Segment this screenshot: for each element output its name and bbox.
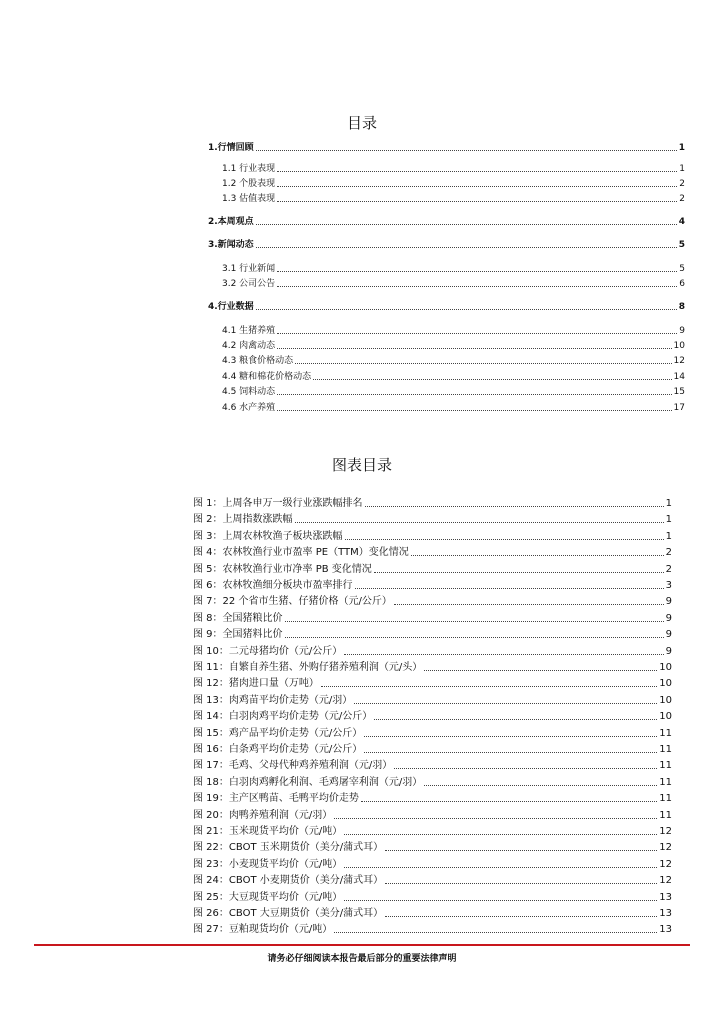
toc-entry-label: 4.5 饲料动态 <box>222 387 276 397</box>
toc-entry-page: 10 <box>673 341 685 351</box>
toc-entry[interactable] <box>208 214 685 228</box>
figure-entry-label: 图 5：农林牧渔行业市净率 PB 变化情况 <box>193 564 372 575</box>
toc-entry-page: 1 <box>678 143 685 153</box>
toc-entry[interactable] <box>208 400 685 414</box>
toc-entry-label: 3.新闻动态 <box>208 240 254 250</box>
figure-entry-page: 9 <box>665 629 672 640</box>
toc-entry[interactable] <box>208 191 685 205</box>
figure-entry-page: 9 <box>665 613 672 624</box>
leader-dots <box>344 867 657 868</box>
toc-entry-label: 4.1 生猪养殖 <box>222 326 276 336</box>
figure-entry[interactable] <box>193 791 672 805</box>
leader-dots <box>424 670 657 671</box>
leader-dots <box>345 539 664 540</box>
figure-entry-label: 图 22：CBOT 玉米期货价（美分/蒲式耳） <box>193 842 384 853</box>
figure-entry[interactable] <box>193 873 672 887</box>
toc-entry-page: 2 <box>679 194 685 204</box>
leader-dots <box>424 785 657 786</box>
toc-entry-label: 4.6 水产养殖 <box>222 403 276 413</box>
figure-entry[interactable] <box>193 840 672 854</box>
figure-entry-label: 图 23：小麦现货平均价（元/吨） <box>193 859 343 870</box>
toc-entry-label: 4.2 肉禽动态 <box>222 341 276 351</box>
figure-entry-page: 2 <box>665 547 672 558</box>
leader-dots <box>277 333 677 334</box>
toc-entry-label: 3.1 行业新闻 <box>222 264 276 274</box>
leader-dots <box>361 801 657 802</box>
figure-entry-label: 图 6：农林牧渔细分板块市盈率排行 <box>193 580 353 591</box>
figure-entry-label: 图 13：肉鸡苗平均价走势（元/羽） <box>193 695 353 706</box>
toc-entry-label: 2.本周观点 <box>208 217 254 227</box>
figure-entry-page: 13 <box>659 924 672 935</box>
leader-dots <box>385 850 657 851</box>
figure-entry-page: 11 <box>659 728 672 739</box>
figure-entry[interactable] <box>193 758 672 772</box>
figure-entry-label: 图 27：豆粕现货均价（元/吨） <box>193 924 333 935</box>
figure-entry-label: 图 17：毛鸡、父母代种鸡养殖利润（元/羽） <box>193 760 393 771</box>
toc-entry[interactable] <box>208 323 685 337</box>
figure-entry[interactable] <box>193 611 672 625</box>
figure-entry[interactable] <box>193 857 672 871</box>
figure-entry-label: 图 11：自繁自养生猪、外购仔猪养殖利润（元/头） <box>193 662 423 673</box>
figure-entry-label: 图 1：上周各申万一级行业涨跌幅排名 <box>193 498 363 509</box>
figure-entry-label: 图 18：白羽肉鸡孵化利润、毛鸡屠宰利润（元/羽） <box>193 777 423 788</box>
leader-dots <box>344 900 657 901</box>
toc-entry[interactable] <box>208 276 685 290</box>
toc-entry-label: 4.4 糖和棉花价格动态 <box>222 372 312 382</box>
leader-dots <box>344 654 663 655</box>
toc-entry-label: 3.2 公司公告 <box>222 279 276 289</box>
figure-entry-label: 图 12：猪肉进口量（万吨） <box>193 678 319 689</box>
figure-entry-label: 图 20：肉鸭养殖利润（元/羽） <box>193 810 333 821</box>
toc-entry[interactable] <box>208 384 685 398</box>
figure-entry-page: 11 <box>659 777 672 788</box>
figure-entry[interactable] <box>193 922 672 936</box>
toc-entry-page: 8 <box>678 302 685 312</box>
figure-entry-page: 10 <box>659 695 672 706</box>
figure-entry[interactable] <box>193 529 672 543</box>
figure-entry[interactable] <box>193 578 672 592</box>
toc-entry[interactable] <box>208 237 685 251</box>
leader-dots <box>334 818 657 819</box>
figure-list-title: 图表目录 <box>331 456 392 474</box>
figure-entry[interactable] <box>193 808 672 822</box>
figure-entry[interactable] <box>193 627 672 641</box>
toc-entry-page: 2 <box>679 179 685 189</box>
toc-entry-label: 1.1 行业表现 <box>222 164 276 174</box>
figure-entry-label: 图 14：白羽肉鸡平均价走势（元/公斤） <box>193 711 373 722</box>
figure-entry-label: 图 21：玉米现货平均价（元/吨） <box>193 826 343 837</box>
leader-dots <box>277 410 671 411</box>
leader-dots <box>365 506 664 507</box>
figure-entry-page: 3 <box>665 580 672 591</box>
figure-entry-label: 图 10：二元母猪均价（元/公斤） <box>193 646 343 657</box>
figure-entry-page: 1 <box>665 498 672 509</box>
figure-entry[interactable] <box>193 775 672 789</box>
figure-entry-label: 图 19：主产区鸭苗、毛鸭平均价走势 <box>193 793 359 804</box>
toc-entry[interactable] <box>208 338 685 352</box>
figure-entry[interactable] <box>193 726 672 740</box>
leader-dots <box>344 834 657 835</box>
figure-entry-label: 图 3：上周农林牧渔子板块涨跌幅 <box>193 531 343 542</box>
figure-entry-label: 图 24：CBOT 小麦期货价（美分/蒲式耳） <box>193 875 384 886</box>
footer-divider <box>34 944 690 946</box>
figure-entry-page: 13 <box>659 892 672 903</box>
leader-dots <box>277 394 671 395</box>
toc-entry[interactable] <box>208 161 685 175</box>
figure-entry-page: 11 <box>659 793 672 804</box>
leader-dots <box>385 916 657 917</box>
figure-entry[interactable] <box>193 693 672 707</box>
leader-dots <box>285 621 664 622</box>
toc-entry-page: 5 <box>679 264 685 274</box>
toc-entry[interactable] <box>208 353 685 367</box>
toc-title: 目录 <box>346 114 377 132</box>
figure-entry-label: 图 7：22 个省市生猪、仔猪价格（元/公斤） <box>193 596 392 607</box>
figure-entry[interactable] <box>193 660 672 674</box>
toc-entry[interactable] <box>208 299 685 313</box>
figure-entry[interactable] <box>193 644 672 658</box>
figure-entry-page: 10 <box>659 711 672 722</box>
figure-entry-page: 11 <box>659 810 672 821</box>
leader-dots <box>411 555 664 556</box>
figure-entry[interactable] <box>193 824 672 838</box>
figure-entry-page: 9 <box>665 646 672 657</box>
leader-dots <box>256 309 677 310</box>
toc-entry-page: 4 <box>678 217 685 227</box>
toc-entry-page: 1 <box>679 164 685 174</box>
figure-entry-page: 11 <box>659 744 672 755</box>
figure-entry[interactable] <box>193 545 672 559</box>
leader-dots <box>364 752 657 753</box>
figure-entry-page: 1 <box>665 514 672 525</box>
toc-entry[interactable] <box>208 261 685 275</box>
toc-entry-label: 1.3 估值表现 <box>222 194 276 204</box>
figure-entry-page: 12 <box>659 859 672 870</box>
figure-entry[interactable] <box>193 709 672 723</box>
leader-dots <box>313 379 671 380</box>
figure-entry-label: 图 9：全国猪料比价 <box>193 629 283 640</box>
figure-entry-page: 10 <box>659 678 672 689</box>
toc-entry-label: 1.行情回顾 <box>208 143 254 153</box>
toc-entry-label: 4.3 粮食价格动态 <box>222 356 294 366</box>
figure-entry-page: 1 <box>665 531 672 542</box>
leader-dots <box>394 768 657 769</box>
leader-dots <box>256 224 677 225</box>
leader-dots <box>374 572 664 573</box>
figure-entry-page: 9 <box>665 596 672 607</box>
leader-dots <box>374 719 657 720</box>
figure-entry-page: 2 <box>665 564 672 575</box>
figure-entry[interactable] <box>193 890 672 904</box>
leader-dots <box>277 286 677 287</box>
figure-entry-page: 11 <box>659 760 672 771</box>
leader-dots <box>295 363 671 364</box>
leader-dots <box>385 883 657 884</box>
leader-dots <box>277 271 677 272</box>
leader-dots <box>277 201 677 202</box>
leader-dots <box>277 348 671 349</box>
toc-entry[interactable] <box>208 369 685 383</box>
figure-entry-page: 13 <box>659 908 672 919</box>
leader-dots <box>394 604 664 605</box>
leader-dots <box>256 247 677 248</box>
toc-entry-label: 4.行业数据 <box>208 302 254 312</box>
toc-entry-label: 1.2 个股表现 <box>222 179 276 189</box>
toc-entry[interactable] <box>208 140 685 154</box>
leader-dots <box>354 703 657 704</box>
figure-entry[interactable] <box>193 562 672 576</box>
leader-dots <box>295 522 664 523</box>
leader-dots <box>321 686 657 687</box>
leader-dots <box>355 588 664 589</box>
figure-entry-page: 12 <box>659 842 672 853</box>
figure-entry[interactable] <box>193 512 672 526</box>
figure-entry-label: 图 26：CBOT 大豆期货价（美分/蒲式耳） <box>193 908 384 919</box>
figure-entry-page: 12 <box>659 875 672 886</box>
footer-legal-notice: 请务必仔细阅读本报告最后部分的重要法律声明 <box>267 954 457 964</box>
leader-dots <box>285 637 664 638</box>
figure-entry[interactable] <box>193 594 672 608</box>
toc-entry-page: 6 <box>679 279 685 289</box>
leader-dots <box>364 736 657 737</box>
figure-entry-label: 图 2：上周指数涨跌幅 <box>193 514 293 525</box>
toc-entry-page: 12 <box>673 356 685 366</box>
toc-entry-page: 9 <box>679 326 685 336</box>
figure-entry-label: 图 15：鸡产品平均价走势（元/公斤） <box>193 728 363 739</box>
figure-entry[interactable] <box>193 742 672 756</box>
figure-entry[interactable] <box>193 676 672 690</box>
leader-dots <box>256 150 677 151</box>
figure-entry-label: 图 4：农林牧渔行业市盈率 PE（TTM）变化情况 <box>193 547 409 558</box>
leader-dots <box>334 932 657 933</box>
figure-entry-label: 图 8：全国猪粮比价 <box>193 613 283 624</box>
leader-dots <box>277 171 677 172</box>
figure-entry[interactable] <box>193 496 672 510</box>
figure-entry[interactable] <box>193 906 672 920</box>
figure-entry-page: 12 <box>659 826 672 837</box>
leader-dots <box>277 186 677 187</box>
toc-entry-page: 17 <box>673 403 685 413</box>
figure-entry-label: 图 16：白条鸡平均价走势（元/公斤） <box>193 744 363 755</box>
toc-entry-page: 15 <box>673 387 685 397</box>
figure-entry-label: 图 25：大豆现货平均价（元/吨） <box>193 892 343 903</box>
toc-entry-page: 14 <box>673 372 685 382</box>
figure-entry-page: 10 <box>659 662 672 673</box>
toc-entry[interactable] <box>208 176 685 190</box>
toc-entry-page: 5 <box>678 240 685 250</box>
